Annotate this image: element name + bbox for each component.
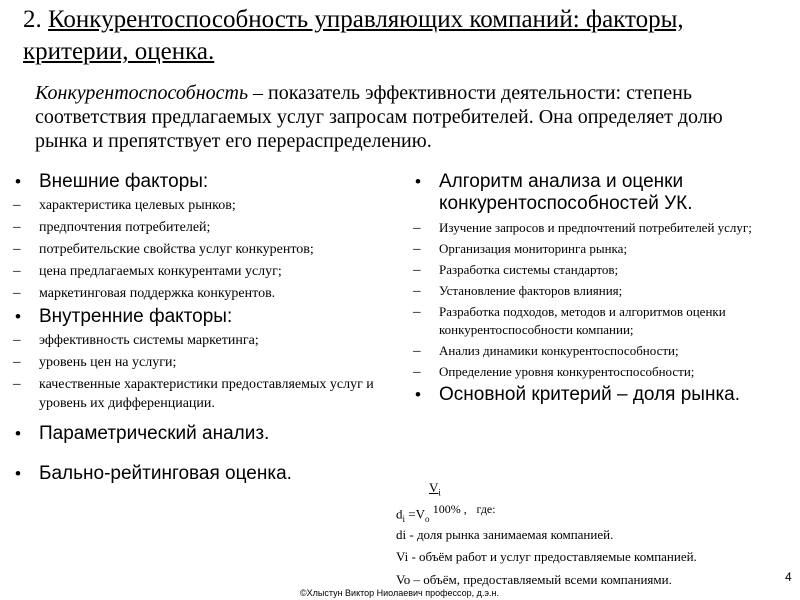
right-dash-item: – Разработка подходов, методов и алгоритмов оценки конкурентоспособности компании; <box>407 303 792 339</box>
left-dash-item: – качественные характеристики предоставляемых услуг и уровень их дифференциации. <box>7 375 377 413</box>
left-dash-item: – потребительские свойства услуг конкурентов; <box>7 240 377 259</box>
formula-numerator: $V_i$ <box>429 480 441 498</box>
page-number: 4 <box>785 570 792 584</box>
right-dash-item: – Организация мониторинга рынка; <box>407 240 792 258</box>
right-bullet-item: • Основной критерий – доля рынка. <box>407 384 792 406</box>
definition-paragraph <box>35 81 775 153</box>
right-dash-item: – Установление факторов влияния; <box>407 282 792 300</box>
left-bullet-item: • Внутренние факторы: <box>7 306 377 328</box>
formula-line: $d_i =V_o$ $^{100\% ,}$ $^{где:}$ <box>396 502 496 524</box>
right-dash-item: – Анализ динамики конкурентоспособности; <box>407 342 792 360</box>
formula-legend-vi: Vi - объём работ и услуг предоставляемые компанией. <box>396 549 697 564</box>
definition-text: – показатель эффективности деятельности: степень соответствия предлагаемых услуг запросам потребителей. Она определяет долю рынка и препятствует его перераспределению. <box>35 82 723 152</box>
footer-credit: ©Хлыстун Виктор Ниолаевич профессор, д.э.н. <box>300 588 499 598</box>
slide-title <box>23 4 783 68</box>
right-dash-item: – Изучение запросов и предпочтений потребителей услуг; <box>407 219 792 237</box>
left-dash-item: – характеристика целевых рынков; <box>7 196 377 215</box>
right-bullet-item: • Алгоритм анализа и оценки конкурентоспособностей УК. <box>407 171 792 215</box>
right-list <box>407 171 792 409</box>
left-bullet-item: • Внешние факторы: <box>7 171 377 193</box>
left-dash-item: – уровень цен на услуги; <box>7 353 377 372</box>
left-dash-item: – маркетинговая поддержка конкурентов. <box>7 284 377 303</box>
left-bullet-item: • Параметрический анализ. <box>7 423 377 445</box>
left-bullet-item: • Бально-рейтинговая оценка. <box>7 463 377 485</box>
formula-legend-d: di - доля рынка занимаемая компанией. <box>396 527 614 542</box>
definition-term: Конкурентоспособность <box>35 82 249 104</box>
left-list <box>7 171 377 488</box>
right-dash-item: – Определение уровня конкурентоспособности; <box>407 363 792 381</box>
title-text: Конкурентоспособность управляющих компаний: факторы, критерии, оценка. <box>23 6 684 65</box>
left-dash-item: – эффективность системы маркетинга; <box>7 331 377 350</box>
formula-legend-vo: Vo – объём, предоставляемый всеми компаниями. <box>396 572 672 587</box>
title-number: 2. <box>23 6 42 33</box>
left-dash-item: – предпочтения потребителей; <box>7 218 377 237</box>
right-dash-item: – Разработка системы стандартов; <box>407 261 792 279</box>
left-dash-item: – цена предлагаемых конкурентами услуг; <box>7 262 377 281</box>
